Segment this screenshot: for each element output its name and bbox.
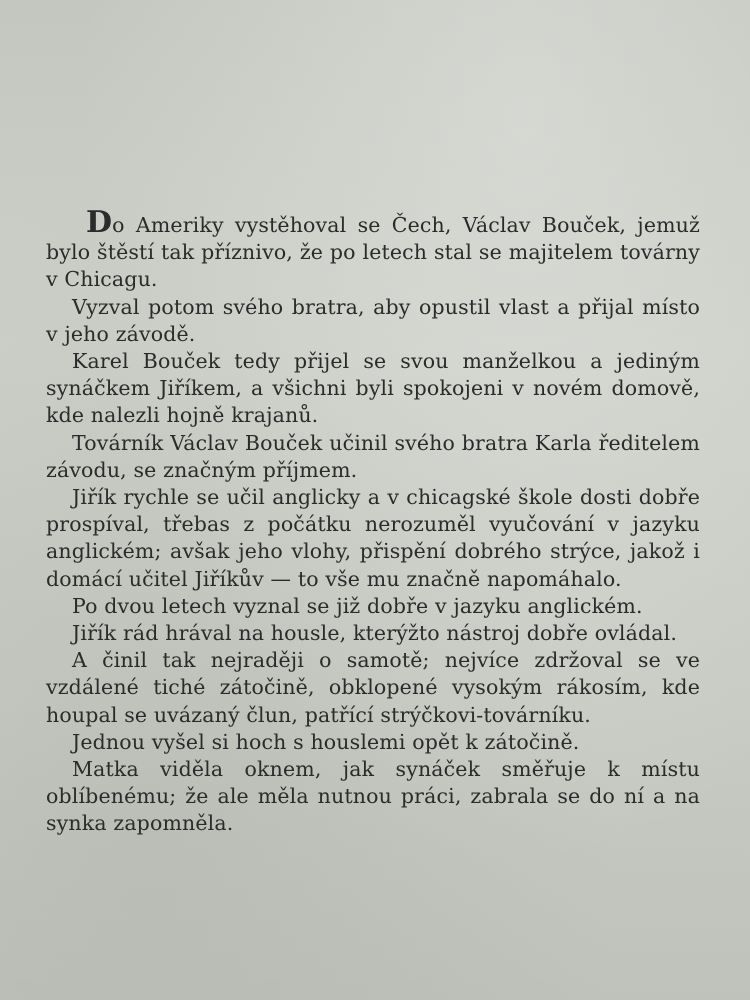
paragraph-9: Jednou vyšel si hoch s houslemi opět k zátočině. [72,729,580,754]
paragraph-1-text: o Ameriky vystěhoval se Čech, Václav Bouček, jemuž bylo štěstí tak příznivo, že po letech stal se majitelem továrny v Chicagu. [46,213,700,292]
paragraph-3: Karel Bouček tedy přijel se svou manželkou a jediným synáčkem Jiříkem, a všichni byli spokojeni v novém domově, kde nalezli hojně krajanů. [46,349,700,428]
paragraph-5: Jiřík rychle se učil anglicky a v chicagské škole dosti dobře prospíval, třebas z počátku nerozuměl vyučování v jazyku anglickém; avšak jeho vlohy, přispění dobrého strýce, jakož i domácí učitel Jiříkův — to vše mu značně napomáhalo. [46,485,700,591]
paragraph-4: Továrník Václav Bouček učinil svého bratra Karla ředitelem závodu, se značným příjmem. [46,430,700,482]
paragraph-10: Matka viděla oknem, jak synáček směřuje k místu oblíbenému; že ale měla nutnou práci, zabrala se do ní a na synka zapomněla. [46,757,700,836]
paragraph-7: Jiřík rád hrával na housle, kterýžto nástroj dobře ovládal. [72,621,678,646]
paragraph-2: Vyzval potom svého bratra, aby opustil vlast a přijal místo v jeho závodě. [46,294,700,346]
initial-letter: D [86,205,113,240]
paragraph-6: Po dvou letech vyznal se již dobře v jazyku anglickém. [72,593,643,618]
paragraph-8: A činil tak nejraději o samotě; nejvíce zdržoval se ve vzdálené tiché zátočině, obklopené vysokým rákosím, kde houpal se uvázaný člun, patřící strýčkovi-továrníku. [46,648,700,727]
paragraph-1 [46,205,700,294]
body-text [46,205,700,838]
